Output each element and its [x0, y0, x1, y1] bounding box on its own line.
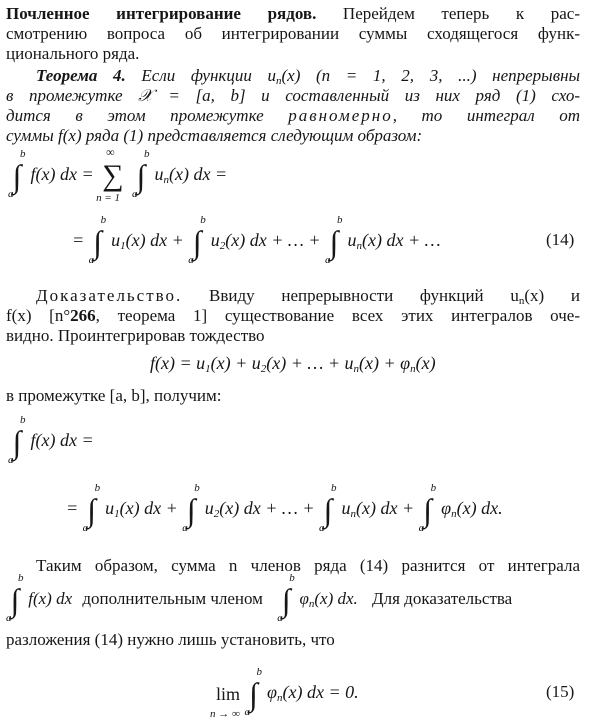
proof-line-4: в промежутке [a, b], получим:	[6, 386, 222, 405]
equation-14-line-2: = b ∫ a $u_1(x)$ dx + b ∫ a $u_2(x)$ dx + … + b ∫ a $u_n(x)$ dx + …	[72, 214, 441, 266]
proof-label: Доказательство.	[36, 286, 183, 305]
equation-14-line-1: b ∫ a f(x) dx = ∞ ∑ n = 1 b ∫ a $u_n(x)$ dx =	[8, 145, 228, 204]
identity-equation: $f(x) = u_1(x) + u_2(x)$ + … + $u_n(x) + \varphi_n(x)$	[150, 353, 436, 375]
emphasis-uniformly: равномерно	[288, 106, 393, 125]
theorem-line-4: суммы f(x) ряда (1) представляется следующим образом:	[6, 126, 423, 145]
proof-line-3: видно. Проинтегрировав тождество	[6, 326, 265, 345]
ref-266: 266	[70, 306, 96, 325]
equation-14-number: (14)	[546, 230, 575, 249]
equation-15-number: (15)	[546, 682, 575, 701]
proof-line-1: Доказательство. Ввиду непрерывности функций $u_n(x)$ и	[36, 286, 580, 307]
theorem-line-2: в промежутке 𝒳 = [a, b] и составленный из них ряд (1) схо-	[6, 86, 580, 105]
para3-line-3: разложения (14) нужно лишь установить, что	[6, 630, 335, 649]
theorem-line-1: Теорема 4. Если функции $u_n(x) (n = 1$, 2, 3, ...) непрерывны	[36, 66, 581, 87]
integrated-identity-line-1: b ∫ a f(x) dx =	[8, 414, 94, 466]
para3-line-2: b ∫ a f(x) dx дополнительным членом b ∫ a $\varphi_n(x)$ dx. Для доказательства	[6, 572, 513, 624]
para1-line-1: Почленное интегрирование рядов. Перейдем теперь к рас-	[6, 4, 580, 23]
para1-line-2: смотрению вопроса об интегрировании суммы сходящегося функ-	[6, 24, 580, 43]
theorem-line-3: дится в этом промежутке равномерно, то интеграл от	[6, 106, 580, 125]
para1-line-3: ционального ряда.	[6, 44, 140, 63]
equation-15: lim n → ∞ b ∫ a $\varphi_n(x)$ dx = 0.	[210, 666, 359, 720]
section-title: Почленное интегрирование рядов.	[6, 4, 317, 23]
integrated-identity-line-2: = b ∫ a $u_1(x)$ dx + b ∫ a $u_2(x)$ dx + … + b ∫ a $u_n(x)$ dx + b ∫ a $\varphi_n(x)$ dx.	[66, 482, 503, 534]
proof-line-2: f(x) [n°266, теорема 1] существование всех этих интегралов оче-	[6, 306, 580, 325]
theorem-label: Теорема 4.	[36, 66, 126, 85]
para3-line-1: Таким образом, сумма n членов ряда (14) разнится от интеграла	[36, 556, 580, 575]
